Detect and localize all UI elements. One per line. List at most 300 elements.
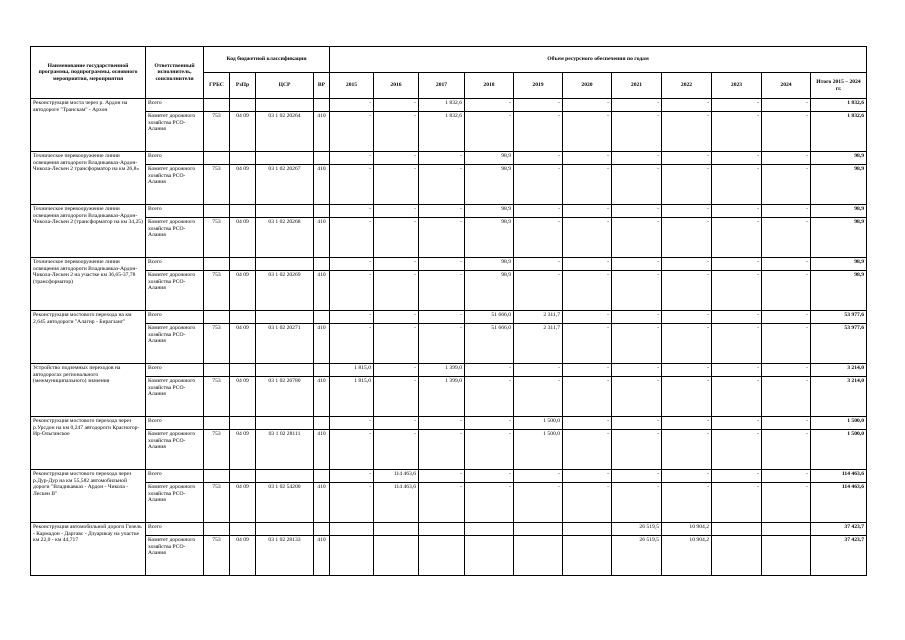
year-value: 114 463,6 bbox=[374, 483, 419, 523]
empty-cell bbox=[314, 152, 330, 165]
sum-value: 1 500,0 bbox=[811, 417, 867, 430]
header-resources: Объем ресурсного обеспечения по годам bbox=[330, 47, 867, 73]
year-value: 2 311,7 bbox=[514, 311, 563, 324]
year-value bbox=[514, 536, 563, 576]
year-value: 1 500,0 bbox=[514, 430, 563, 470]
table-row-executor bbox=[31, 483, 867, 523]
sum-value: 98,9 bbox=[811, 258, 867, 271]
year-value: 2 311,7 bbox=[514, 324, 563, 364]
year-value: - bbox=[465, 364, 514, 377]
total-label: Всего bbox=[146, 205, 204, 218]
empty-cell bbox=[256, 205, 314, 218]
csr-code: 03 1 02 28111 bbox=[256, 430, 314, 470]
year-value: - bbox=[374, 324, 419, 364]
header-year: 2023 bbox=[712, 73, 762, 99]
sum-value: 37 423,7 bbox=[811, 536, 867, 576]
empty-cell bbox=[256, 99, 314, 112]
table-row-executor bbox=[31, 112, 867, 152]
empty-cell bbox=[230, 258, 256, 271]
year-value: - bbox=[514, 377, 563, 417]
year-value: - bbox=[374, 258, 419, 271]
total-label: Всего bbox=[146, 152, 204, 165]
empty-cell bbox=[314, 258, 330, 271]
year-value: - bbox=[712, 483, 762, 523]
table-row-executor bbox=[31, 536, 867, 576]
table-row-executor bbox=[31, 165, 867, 205]
year-value: - bbox=[465, 417, 514, 430]
year-value: - bbox=[662, 430, 712, 470]
year-value: - bbox=[762, 271, 811, 311]
year-value: - bbox=[712, 99, 762, 112]
year-value: - bbox=[330, 483, 374, 523]
vr-code: 410 bbox=[314, 483, 330, 523]
rzpr-code: 04 09 bbox=[230, 165, 256, 205]
year-value: 114 463,6 bbox=[374, 470, 419, 483]
rzpr-code: 04 09 bbox=[230, 324, 256, 364]
vr-code: 410 bbox=[314, 271, 330, 311]
year-value: - bbox=[563, 483, 612, 523]
table-row-total bbox=[31, 523, 867, 536]
empty-cell bbox=[256, 152, 314, 165]
year-value: 1 815,0 bbox=[330, 377, 374, 417]
year-value: 98,9 bbox=[465, 271, 514, 311]
csr-code: 03 1 02 28133 bbox=[256, 536, 314, 576]
year-value: - bbox=[514, 165, 563, 205]
year-value: - bbox=[762, 205, 811, 218]
vr-code: 410 bbox=[314, 377, 330, 417]
year-value bbox=[465, 536, 514, 576]
year-value: - bbox=[612, 324, 662, 364]
year-value: - bbox=[662, 165, 712, 205]
rzpr-code: 04 09 bbox=[230, 218, 256, 258]
year-value: - bbox=[465, 377, 514, 417]
year-value: - bbox=[563, 99, 612, 112]
year-value: - bbox=[712, 218, 762, 258]
year-value: - bbox=[563, 470, 612, 483]
year-value: - bbox=[662, 377, 712, 417]
year-value: - bbox=[419, 483, 465, 523]
year-value: - bbox=[612, 258, 662, 271]
header-total: Итого 2015 – 2024 гг. bbox=[811, 73, 867, 99]
year-value: - bbox=[662, 112, 712, 152]
year-value: - bbox=[712, 205, 762, 218]
year-value: - bbox=[563, 112, 612, 152]
year-value: - bbox=[762, 324, 811, 364]
header-year: 2024 bbox=[762, 73, 811, 99]
year-value: - bbox=[330, 112, 374, 152]
total-label: Всего bbox=[146, 99, 204, 112]
year-value: - bbox=[612, 165, 662, 205]
table-row-total bbox=[31, 364, 867, 377]
sum-value: 3 214,0 bbox=[811, 377, 867, 417]
year-value: 1 832,6 bbox=[419, 112, 465, 152]
sum-value: 37 423,7 bbox=[811, 523, 867, 536]
year-value: 98,9 bbox=[465, 258, 514, 271]
year-value: - bbox=[374, 271, 419, 311]
year-value: - bbox=[712, 112, 762, 152]
year-value: - bbox=[514, 258, 563, 271]
year-value: - bbox=[712, 430, 762, 470]
executor-name: Комитет дорожного хозяйства РСО-Алания bbox=[146, 536, 204, 576]
year-value: - bbox=[563, 271, 612, 311]
empty-cell bbox=[230, 99, 256, 112]
year-value: - bbox=[465, 99, 514, 112]
table-row-executor bbox=[31, 324, 867, 364]
year-value: - bbox=[662, 311, 712, 324]
header-year: 2019 bbox=[514, 73, 563, 99]
csr-code: 03 1 02 20264 bbox=[256, 112, 314, 152]
year-value: - bbox=[514, 152, 563, 165]
year-value: - bbox=[514, 271, 563, 311]
year-value: - bbox=[563, 324, 612, 364]
year-value: - bbox=[330, 430, 374, 470]
year-value: - bbox=[514, 218, 563, 258]
empty-cell bbox=[256, 258, 314, 271]
year-value: - bbox=[762, 417, 811, 430]
total-label: Всего bbox=[146, 523, 204, 536]
vr-code: 410 bbox=[314, 165, 330, 205]
sum-value: 53 977,6 bbox=[811, 324, 867, 364]
empty-cell bbox=[204, 470, 230, 483]
empty-cell bbox=[230, 470, 256, 483]
year-value: - bbox=[330, 165, 374, 205]
total-label: Всего bbox=[146, 364, 204, 377]
grbs-code: 753 bbox=[204, 536, 230, 576]
year-value: - bbox=[374, 311, 419, 324]
year-value: - bbox=[662, 470, 712, 483]
activity-name: Реконструкция автомобильной дороги Гизель - Кармадон - Даргавс - Дзуарикау на участке км 22,0 - км 44,717 bbox=[31, 523, 146, 576]
year-value: 1 832,6 bbox=[419, 99, 465, 112]
table-row-total bbox=[31, 99, 867, 112]
year-value: 1 815,0 bbox=[330, 364, 374, 377]
year-value: - bbox=[419, 258, 465, 271]
sum-value: 98,9 bbox=[811, 218, 867, 258]
table-body bbox=[31, 99, 867, 576]
activity-name: Реконструкция мостового перехода на км 2,645 автодороги "Алагир - Бирагзанг" bbox=[31, 311, 146, 364]
grbs-code: 753 bbox=[204, 483, 230, 523]
year-value: - bbox=[374, 218, 419, 258]
rzpr-code: 04 09 bbox=[230, 483, 256, 523]
empty-cell bbox=[256, 523, 314, 536]
year-value: - bbox=[465, 470, 514, 483]
sum-value: 53 977,6 bbox=[811, 311, 867, 324]
year-value: - bbox=[419, 271, 465, 311]
year-value: - bbox=[712, 417, 762, 430]
rzpr-code: 04 09 bbox=[230, 377, 256, 417]
year-value: - bbox=[563, 377, 612, 417]
year-value: - bbox=[612, 417, 662, 430]
year-value: - bbox=[374, 165, 419, 205]
sum-value: 114 463,6 bbox=[811, 483, 867, 523]
sum-value: 3 214,0 bbox=[811, 364, 867, 377]
year-value: - bbox=[419, 165, 465, 205]
year-value: - bbox=[762, 377, 811, 417]
empty-cell bbox=[230, 523, 256, 536]
activity-name: Реконструкция мостового перехода через р.Дур-Дур на км 55,582 автомобильной дороги "Владикавказ - Ардон - Чикола - Лескен II" bbox=[31, 470, 146, 523]
year-value: - bbox=[762, 483, 811, 523]
empty-cell bbox=[204, 417, 230, 430]
year-value: - bbox=[662, 324, 712, 364]
year-value: - bbox=[419, 430, 465, 470]
year-value: - bbox=[563, 311, 612, 324]
empty-cell bbox=[314, 311, 330, 324]
year-value: - bbox=[330, 152, 374, 165]
year-value: - bbox=[419, 152, 465, 165]
year-value: - bbox=[712, 258, 762, 271]
year-value bbox=[712, 523, 762, 536]
year-value: - bbox=[514, 112, 563, 152]
year-value: - bbox=[563, 152, 612, 165]
empty-cell bbox=[256, 311, 314, 324]
year-value: - bbox=[762, 258, 811, 271]
total-label: Всего bbox=[146, 470, 204, 483]
total-label: Всего bbox=[146, 258, 204, 271]
year-value: - bbox=[419, 218, 465, 258]
grbs-code: 753 bbox=[204, 218, 230, 258]
year-value: 1 399,0 bbox=[419, 364, 465, 377]
year-value: - bbox=[563, 205, 612, 218]
year-value: - bbox=[514, 205, 563, 218]
year-value: - bbox=[330, 417, 374, 430]
executor-name: Комитет дорожного хозяйства РСО-Алания bbox=[146, 483, 204, 523]
year-value: - bbox=[762, 112, 811, 152]
year-value: 98,9 bbox=[465, 152, 514, 165]
header-year: 2018 bbox=[465, 73, 514, 99]
empty-cell bbox=[230, 205, 256, 218]
executor-name: Комитет дорожного хозяйства РСО-Алания bbox=[146, 377, 204, 417]
year-value: - bbox=[374, 430, 419, 470]
csr-code: 03 1 02 20268 bbox=[256, 218, 314, 258]
activity-name: Техническое перевооружение линии освещения автодороги Владикавказ-Ардон-Чикола-Лескен 2 (трансформатор на км 34,25) bbox=[31, 205, 146, 258]
header-year: 2017 bbox=[419, 73, 465, 99]
header-vr: ВР bbox=[314, 73, 330, 99]
year-value: - bbox=[762, 364, 811, 377]
year-value: - bbox=[612, 271, 662, 311]
year-value: - bbox=[563, 417, 612, 430]
empty-cell bbox=[204, 99, 230, 112]
executor-name: Комитет дорожного хозяйства РСО-Алания bbox=[146, 324, 204, 364]
activity-name: Реконструкция мостового перехода через р.Урсдон на км 0,247 автодороги Красногор-Ир-Ольгинское bbox=[31, 417, 146, 470]
year-value: - bbox=[612, 377, 662, 417]
year-value: - bbox=[612, 470, 662, 483]
year-value: 10 904,2 bbox=[662, 523, 712, 536]
year-value bbox=[330, 536, 374, 576]
vr-code: 410 bbox=[314, 324, 330, 364]
table-row-executor bbox=[31, 218, 867, 258]
year-value: - bbox=[612, 218, 662, 258]
year-value: - bbox=[762, 218, 811, 258]
empty-cell bbox=[314, 364, 330, 377]
year-value: - bbox=[712, 152, 762, 165]
empty-cell bbox=[204, 152, 230, 165]
total-label: Всего bbox=[146, 311, 204, 324]
year-value: - bbox=[330, 218, 374, 258]
year-value: - bbox=[612, 112, 662, 152]
sum-value: 98,9 bbox=[811, 205, 867, 218]
year-value: - bbox=[662, 218, 712, 258]
year-value: - bbox=[712, 271, 762, 311]
year-value: - bbox=[419, 324, 465, 364]
year-value bbox=[465, 523, 514, 536]
year-value: - bbox=[662, 152, 712, 165]
table-row-total bbox=[31, 258, 867, 271]
year-value: - bbox=[563, 218, 612, 258]
year-value: - bbox=[419, 311, 465, 324]
grbs-code: 753 bbox=[204, 271, 230, 311]
year-value: - bbox=[514, 99, 563, 112]
sum-value: 98,9 bbox=[811, 271, 867, 311]
year-value: - bbox=[563, 165, 612, 205]
csr-code: 03 1 02 20267 bbox=[256, 165, 314, 205]
executor-name: Комитет дорожного хозяйства РСО-Алания bbox=[146, 165, 204, 205]
year-value: - bbox=[712, 324, 762, 364]
header-year: 2016 bbox=[374, 73, 419, 99]
csr-code: 03 1 02 20271 bbox=[256, 324, 314, 364]
year-value: - bbox=[330, 258, 374, 271]
year-value bbox=[419, 523, 465, 536]
year-value: - bbox=[662, 483, 712, 523]
header-year: 2015 bbox=[330, 73, 374, 99]
year-value: - bbox=[330, 311, 374, 324]
empty-cell bbox=[256, 470, 314, 483]
year-value: - bbox=[662, 417, 712, 430]
year-value: - bbox=[514, 470, 563, 483]
csr-code: 03 1 02 20269 bbox=[256, 271, 314, 311]
total-label: Всего bbox=[146, 417, 204, 430]
executor-name: Комитет дорожного хозяйства РСО-Алания bbox=[146, 112, 204, 152]
year-value: 98,9 bbox=[465, 218, 514, 258]
year-value: 51 666,0 bbox=[465, 324, 514, 364]
sum-value: 1 832,6 bbox=[811, 112, 867, 152]
grbs-code: 753 bbox=[204, 165, 230, 205]
year-value: - bbox=[465, 483, 514, 523]
table-row-executor bbox=[31, 430, 867, 470]
empty-cell bbox=[230, 364, 256, 377]
year-value: - bbox=[465, 112, 514, 152]
year-value: - bbox=[419, 470, 465, 483]
activity-name: Устройство подземных переходов на автодорогах регионального (межмуниципального) значения bbox=[31, 364, 146, 417]
vr-code: 410 bbox=[314, 218, 330, 258]
activity-name: Техническое перевооружение линии освещения автодороги Владикавказ-Ардон-Чикола-Лескен 2 на участке км 36,65-37,78 (трансформатор) bbox=[31, 258, 146, 311]
year-value: - bbox=[612, 99, 662, 112]
sum-value: 98,9 bbox=[811, 165, 867, 205]
executor-name: Комитет дорожного хозяйства РСО-Алания bbox=[146, 271, 204, 311]
csr-code: 03 1 02 54200 bbox=[256, 483, 314, 523]
year-value: - bbox=[514, 364, 563, 377]
header-executor: Ответственный исполнитель, соисполнители bbox=[146, 47, 204, 99]
year-value: - bbox=[662, 271, 712, 311]
vr-code: 410 bbox=[314, 536, 330, 576]
year-value: 1 500,0 bbox=[514, 417, 563, 430]
year-value: - bbox=[419, 417, 465, 430]
resource-table bbox=[30, 46, 867, 576]
vr-code: 410 bbox=[314, 430, 330, 470]
year-value: - bbox=[330, 324, 374, 364]
empty-cell bbox=[256, 364, 314, 377]
year-value: - bbox=[712, 165, 762, 205]
sum-value: 114 463,6 bbox=[811, 470, 867, 483]
year-value: 98,9 bbox=[465, 165, 514, 205]
year-value bbox=[563, 523, 612, 536]
year-value: 51 666,0 bbox=[465, 311, 514, 324]
empty-cell bbox=[204, 523, 230, 536]
rzpr-code: 04 09 bbox=[230, 536, 256, 576]
executor-name: Комитет дорожного хозяйства РСО-Алания bbox=[146, 218, 204, 258]
year-value: - bbox=[563, 364, 612, 377]
year-value: - bbox=[762, 470, 811, 483]
empty-cell bbox=[314, 99, 330, 112]
header-budget-code: Код бюджетной классификации bbox=[204, 47, 330, 73]
year-value: - bbox=[712, 364, 762, 377]
year-value: 26 519,5 bbox=[612, 523, 662, 536]
year-value: - bbox=[330, 205, 374, 218]
grbs-code: 753 bbox=[204, 112, 230, 152]
year-value: - bbox=[563, 258, 612, 271]
executor-name: Комитет дорожного хозяйства РСО-Алания bbox=[146, 430, 204, 470]
empty-cell bbox=[204, 258, 230, 271]
year-value: - bbox=[712, 311, 762, 324]
header-csr: ЦСР bbox=[256, 73, 314, 99]
year-value: - bbox=[612, 152, 662, 165]
sum-value: 98,9 bbox=[811, 152, 867, 165]
table-row-executor bbox=[31, 377, 867, 417]
grbs-code: 753 bbox=[204, 324, 230, 364]
rzpr-code: 04 09 bbox=[230, 112, 256, 152]
table-row-total bbox=[31, 205, 867, 218]
empty-cell bbox=[256, 417, 314, 430]
year-value: - bbox=[374, 364, 419, 377]
empty-cell bbox=[230, 152, 256, 165]
year-value: 1 399,0 bbox=[419, 377, 465, 417]
empty-cell bbox=[314, 470, 330, 483]
csr-code: 03 1 02 26780 bbox=[256, 377, 314, 417]
activity-name: Техническое перевооружение линии освещения автодороги Владикавказ-Ардон-Чикола-Лескен 2 трансформатор на км 26,8» bbox=[31, 152, 146, 205]
year-value: - bbox=[330, 99, 374, 112]
year-value: - bbox=[374, 112, 419, 152]
empty-cell bbox=[314, 205, 330, 218]
table-row-total bbox=[31, 417, 867, 430]
header-rzpr: РзПр bbox=[230, 73, 256, 99]
year-value: - bbox=[374, 377, 419, 417]
table-row-total bbox=[31, 152, 867, 165]
year-value: 98,9 bbox=[465, 205, 514, 218]
year-value bbox=[374, 523, 419, 536]
table-row-executor bbox=[31, 271, 867, 311]
vr-code: 410 bbox=[314, 112, 330, 152]
year-value: - bbox=[662, 205, 712, 218]
year-value: - bbox=[514, 483, 563, 523]
grbs-code: 753 bbox=[204, 377, 230, 417]
year-value bbox=[419, 536, 465, 576]
header-year: 2022 bbox=[662, 73, 712, 99]
year-value: - bbox=[762, 311, 811, 324]
year-value: - bbox=[374, 99, 419, 112]
year-value: - bbox=[662, 99, 712, 112]
year-value: - bbox=[762, 99, 811, 112]
year-value: - bbox=[762, 430, 811, 470]
table-row-total bbox=[31, 470, 867, 483]
empty-cell bbox=[314, 417, 330, 430]
year-value bbox=[330, 523, 374, 536]
sum-value: 1 832,6 bbox=[811, 99, 867, 112]
year-value bbox=[712, 536, 762, 576]
rzpr-code: 04 09 bbox=[230, 430, 256, 470]
year-value: - bbox=[374, 417, 419, 430]
year-value: 26 519,5 bbox=[612, 536, 662, 576]
year-value: - bbox=[612, 483, 662, 523]
header-grbs: ГРБС bbox=[204, 73, 230, 99]
year-value bbox=[514, 523, 563, 536]
